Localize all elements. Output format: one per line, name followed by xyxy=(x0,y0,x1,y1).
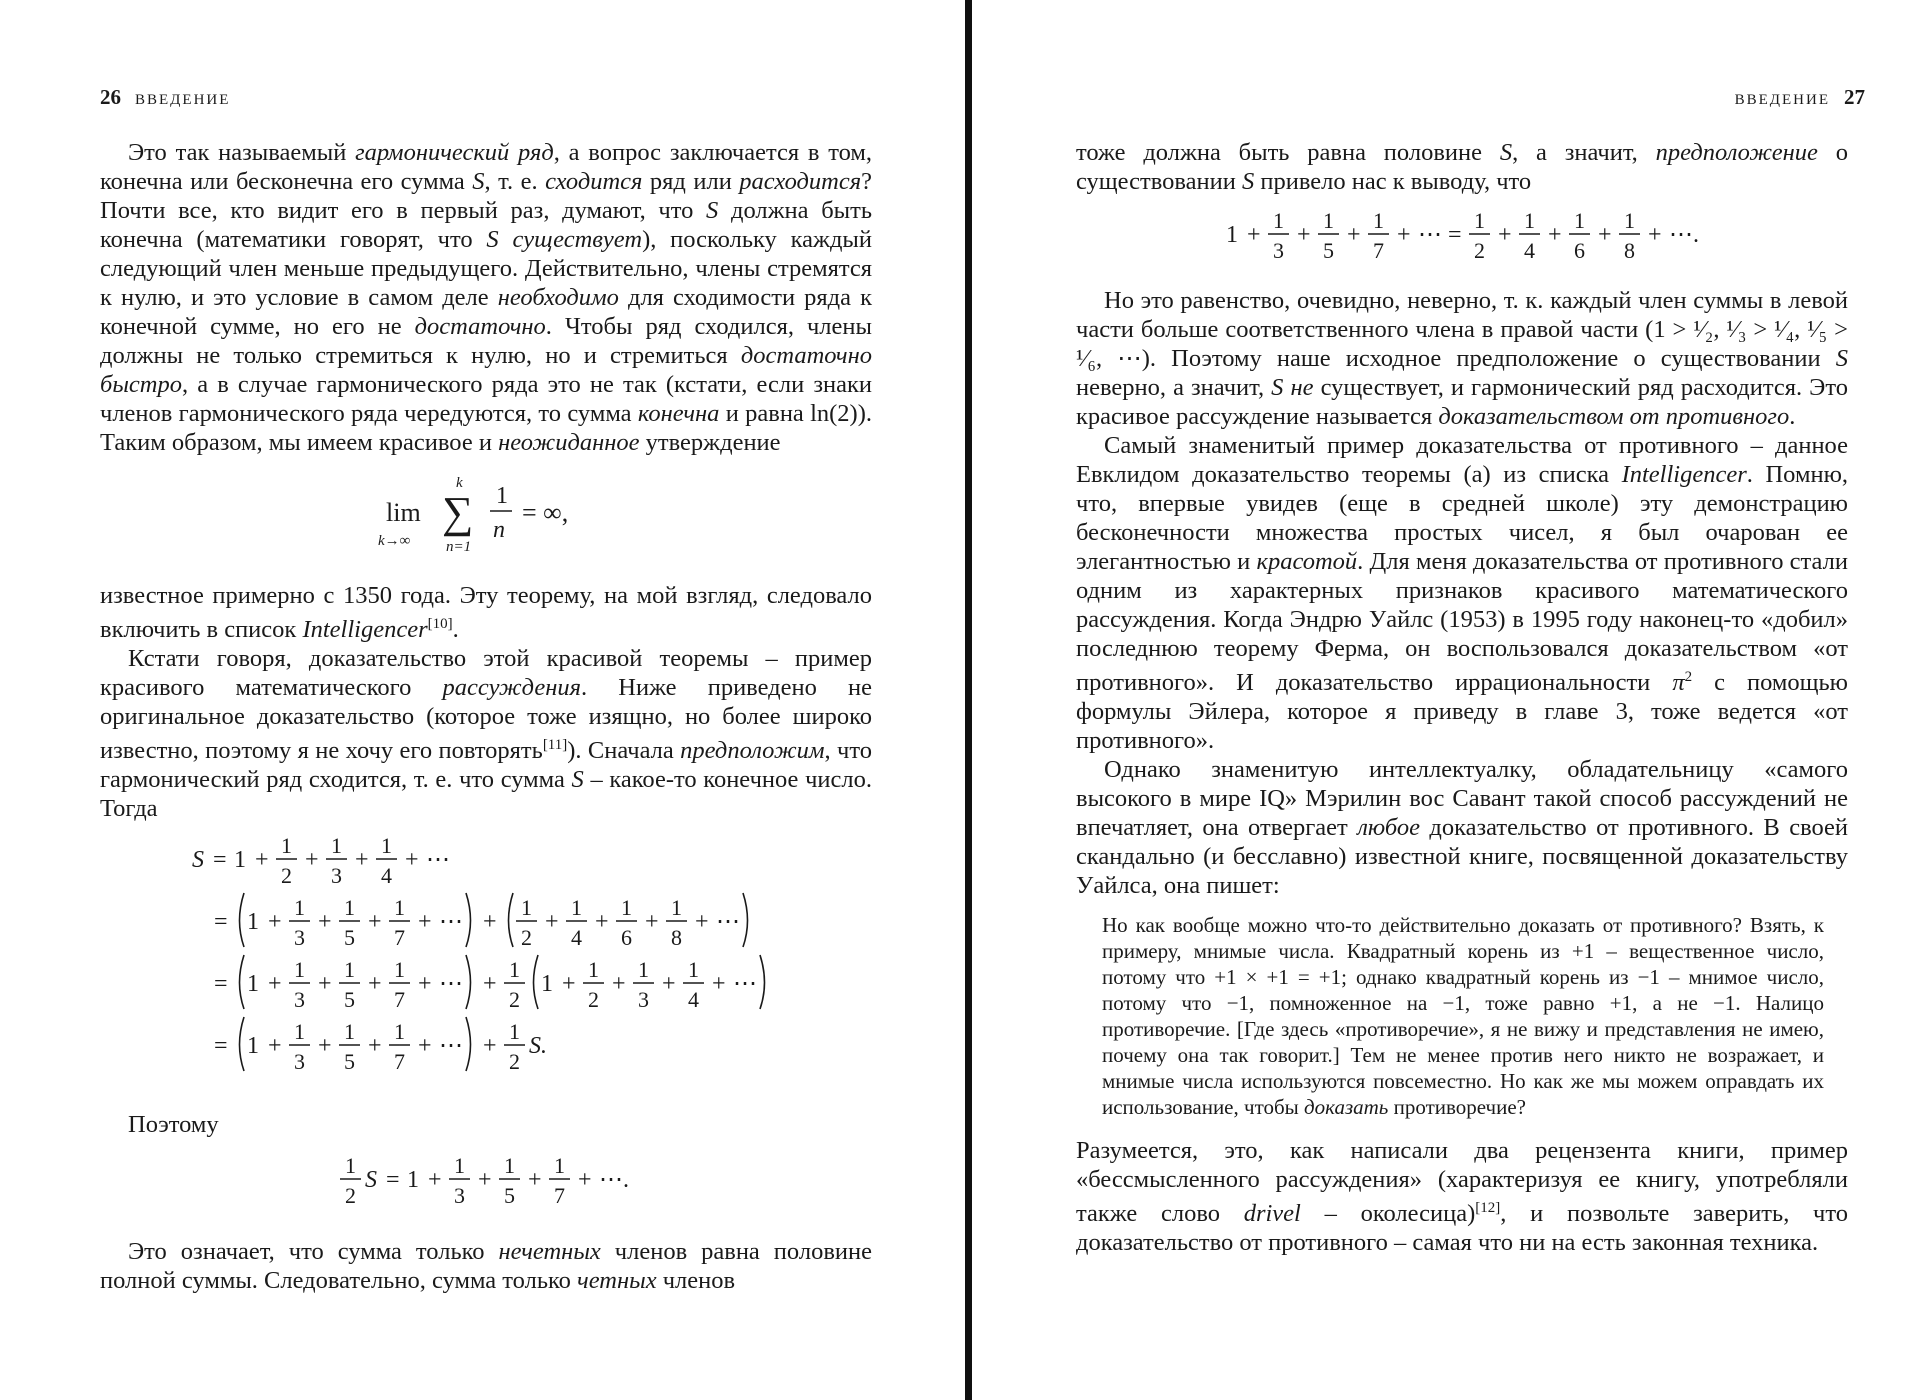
italic-run: любое xyxy=(1357,814,1420,842)
frac-den: 2 xyxy=(509,1049,520,1075)
paragraph: известное примерно с 1350 года. Эту теорему, на мой взгляд, следовало включить в список Intelligencer[10]. xyxy=(100,582,872,644)
frac-num: 1 xyxy=(688,957,699,983)
math-token: + xyxy=(268,971,282,998)
frac-num: 1 xyxy=(454,1153,465,1179)
paren-open xyxy=(534,955,539,1009)
block-quote xyxy=(1102,912,1824,1120)
frac-num: 1 xyxy=(294,957,305,983)
footnote-ref: [12] xyxy=(1475,1200,1501,1217)
page-number: 27 xyxy=(1844,85,1865,109)
math-token: + xyxy=(1247,222,1261,248)
math-token: + xyxy=(528,1167,542,1194)
paren-open xyxy=(240,955,245,1009)
frac-num: 1 xyxy=(331,833,342,859)
frac-den: n xyxy=(493,517,505,543)
italic-run: drivel xyxy=(1243,1200,1301,1228)
math-token: + xyxy=(662,971,676,998)
math-token: + xyxy=(483,971,497,998)
sum-upper: k xyxy=(456,475,463,491)
math-token: ⋯ xyxy=(426,847,450,874)
limit-tail: = ∞, xyxy=(522,498,569,527)
italic-run: расходится xyxy=(739,168,862,195)
math-token: + xyxy=(368,1033,382,1060)
frac-den: 4 xyxy=(381,863,392,889)
math-token: + xyxy=(612,971,626,998)
half-s-line xyxy=(340,1153,629,1208)
paren-close xyxy=(466,1017,471,1071)
math-token: ⋯. xyxy=(599,1167,629,1194)
frac-num: 1 xyxy=(344,1019,355,1045)
frac-den: 3 xyxy=(294,1049,305,1075)
book-spine xyxy=(965,0,972,1400)
frac-den: 4 xyxy=(688,987,699,1013)
math-token: S. xyxy=(529,1033,547,1060)
sigma-symbol: ∑ xyxy=(442,488,474,537)
math-token: + xyxy=(405,847,419,874)
math-token: 1 xyxy=(247,1033,259,1060)
frac-num: 1 xyxy=(509,957,520,983)
math-token: ⋯ xyxy=(733,971,757,998)
footnote-ref: 2 xyxy=(1684,669,1693,685)
italic-run: необходимо xyxy=(497,284,619,311)
italic-run: S xyxy=(706,197,719,224)
frac-den: 8 xyxy=(1624,238,1635,263)
frac-num: 1 xyxy=(394,895,405,921)
paragraph: Кстати говоря, доказательство этой красивой теоремы – пример красивого математического рассуждения. Ниже приведено не оригинальное доказательство (которое тоже изящно, но более широко известно, поэтому я не хочу его повторять[11]). Сначала предположим, что гармонический ряд сходится, т. е. что сумма S – какое-то конечное число. Тогда xyxy=(100,645,873,823)
math-token: + xyxy=(1498,222,1512,248)
paragraph: Это так называемый гармонический ряд, а вопрос заключается в том, конечна или бесконечна его сумма S, т. е. сходится ряд или расходится? Почти все, кто видит его в первый раз, думают, что S должна быть конечна (математики говорят, что S существует), поскольку каждый следующий член меньше предыдущего. Действительно, члены стремятся к нулю, и это условие в самом деле необходимо для сходимости ряда к конечной сумме, но его не достаточно. Чтобы ряд сходился, члены должны не только стремиться к нулю, но и стремиться достаточно быстро, а в случае гармонического ряда это не так (кстати, если знаки членов гармонического ряда чередуются, то сумма конечна и равна ln(2)). Таким образом, мы имеем красивое и неожиданное утверждение xyxy=(100,139,873,456)
quote-text: Но как вообще можно что-то действительно доказать от противного? Взять, к примеру, мнимые числа. Квадратный корень из +1 – вещественное число, потому что +1 × +1 = +1; однако квадратный корень из −1 – мнимое число, потому что −1, помноженное на −1, тоже равно +1, а не −1. Налицо противоречие. [Где здесь «противоречие», я не вижу и представления не имею, почему она так говорит.] Тем не менее против него никто не возражает, и мнимые числа используются повсеместно. Но как же мы можем оправдать их использование, чтобы доказать противоречие? xyxy=(1102,913,1824,1120)
math-token: + xyxy=(418,909,432,936)
math-token: + xyxy=(268,1033,282,1060)
math-token: + xyxy=(483,909,497,936)
frac-den: 5 xyxy=(1323,238,1334,263)
math-token: ⋯ xyxy=(439,1033,463,1060)
italic-run: π xyxy=(1672,669,1685,697)
italic-run: доказать xyxy=(1304,1095,1389,1120)
math-token: = xyxy=(213,847,227,874)
math-token: = xyxy=(1448,222,1462,248)
italic-run: доказательством от противного xyxy=(1438,403,1790,430)
paren-close xyxy=(466,955,471,1009)
frac-den: 2 xyxy=(588,987,599,1013)
paragraph: Однако знаменитую интеллектуалку, обладательницу «самого высокого в мире IQ» Мэрилин вос Савант такой способ рассуждений не впечатляет, она отвергает любое доказательство от противного. В своей скандально (и бесславно) известной книге, посвященной доказательству Уайлса, она пишет: xyxy=(1076,756,1848,900)
math-token: S xyxy=(192,847,204,874)
italic-run: конечна xyxy=(637,400,720,427)
lim-symbol: lim xyxy=(386,498,421,527)
odd-even-formula xyxy=(1076,202,1848,278)
text-column xyxy=(100,138,872,1295)
italic-run: S xyxy=(1241,168,1255,195)
math-token: + xyxy=(1548,222,1562,248)
running-header-left xyxy=(100,85,230,110)
italic-run: сходится xyxy=(545,168,643,195)
paragraph: Это означает, что сумма только нечетных членов равна половине полной суммы. Следовательно, сумма только четных членов xyxy=(100,1238,872,1295)
frac-num: 1 xyxy=(1524,208,1535,233)
footnote-ref: [11] xyxy=(542,737,568,754)
math-token: 1 xyxy=(247,909,259,936)
paragraph: тоже должна быть равна половине S, а значит, предположение о существовании S привело нас к выводу, что xyxy=(1076,139,1849,195)
math-token: + xyxy=(318,971,332,998)
frac-num: 1 xyxy=(671,895,682,921)
page-number: 26 xyxy=(100,85,121,109)
frac-num: 1 xyxy=(294,1019,305,1045)
frac-num: 1 xyxy=(1624,208,1635,233)
math-token: + xyxy=(483,1033,497,1060)
math-token: + xyxy=(368,971,382,998)
frac-num: 1 xyxy=(394,1019,405,1045)
frac-den: 2 xyxy=(1474,238,1485,263)
running-header-right xyxy=(1735,85,1865,110)
math-token: + xyxy=(368,909,382,936)
odd-even-svg xyxy=(1222,202,1702,272)
paren-open xyxy=(240,1017,245,1071)
italic-run: предположим xyxy=(680,737,825,765)
math-token: 1 xyxy=(1226,222,1238,248)
frac-num: 1 xyxy=(394,957,405,983)
paren-close xyxy=(760,955,765,1009)
frac-num: 1 xyxy=(638,957,649,983)
footnote-ref: [10] xyxy=(427,616,453,632)
math-token: + xyxy=(428,1167,442,1194)
frac-den: 5 xyxy=(344,925,355,951)
frac-den: 2 xyxy=(521,925,532,951)
math-token: ⋯ xyxy=(439,909,463,936)
paren-open xyxy=(240,893,245,947)
math-token: = xyxy=(214,971,228,998)
italic-run: неожиданное xyxy=(498,429,640,456)
paren-open xyxy=(509,893,514,947)
frac-den: 2 xyxy=(345,1183,356,1209)
derivation-svg xyxy=(100,833,872,1095)
italic-run: рассуждения xyxy=(442,674,581,702)
frac-den: 4 xyxy=(571,925,582,951)
math-token: + xyxy=(695,909,709,936)
frac-den: 7 xyxy=(394,925,405,951)
limit-formula-svg xyxy=(366,471,606,559)
math-token: 1 xyxy=(541,971,553,998)
frac-den: 3 xyxy=(331,863,342,889)
math-token: + xyxy=(712,971,726,998)
frac-den: 3 xyxy=(1273,238,1284,263)
frac-num: 1 xyxy=(588,957,599,983)
frac-num: 1 xyxy=(621,895,632,921)
right-page xyxy=(972,0,1930,1400)
derivation-line xyxy=(214,955,765,1012)
italic-run: достаточно xyxy=(414,313,546,340)
frac-den: 4 xyxy=(1524,238,1535,263)
frac-num: 1 xyxy=(381,833,392,859)
frac-num: 1 xyxy=(509,1019,520,1045)
frac-den: 5 xyxy=(344,987,355,1013)
italic-run: красотой xyxy=(1256,548,1358,575)
frac-den: 5 xyxy=(504,1183,515,1209)
italic-run: нечетных xyxy=(498,1238,601,1266)
math-token: + xyxy=(418,971,432,998)
math-token: + xyxy=(1598,222,1612,248)
frac-den: 3 xyxy=(454,1183,465,1209)
math-token: + xyxy=(478,1167,492,1194)
frac-den: 7 xyxy=(554,1183,565,1209)
italic-run: Intelligencer xyxy=(1621,461,1747,488)
math-token: + xyxy=(355,847,369,874)
frac-num: 1 xyxy=(344,957,355,983)
math-token: = xyxy=(386,1167,400,1194)
math-token: + xyxy=(268,909,282,936)
frac-den: 3 xyxy=(638,987,649,1013)
italic-run: достаточно быстро xyxy=(100,342,872,398)
half-s-formula xyxy=(100,1147,872,1223)
math-token: + xyxy=(595,909,609,936)
italic-run: предположение xyxy=(1655,139,1818,166)
math-token: + xyxy=(1397,222,1411,248)
chapter-header: ВВЕДЕНИЕ xyxy=(135,92,231,108)
math-token: + xyxy=(645,909,659,936)
math-token: ⋯ xyxy=(716,909,740,936)
italic-run: S xyxy=(1499,139,1513,166)
math-token: + xyxy=(578,1167,592,1194)
odd-even-line xyxy=(1226,208,1699,263)
italic-run: S не xyxy=(1271,374,1314,401)
math-token: + xyxy=(1648,222,1662,248)
frac-den: 8 xyxy=(671,925,682,951)
frac-den: 6 xyxy=(621,925,632,951)
derivation-line xyxy=(214,1017,547,1074)
frac-num: 1 xyxy=(521,895,532,921)
frac-den: 2 xyxy=(509,987,520,1013)
paragraph: Поэтому xyxy=(128,1111,219,1139)
math-token: 1 xyxy=(234,847,246,874)
frac-num: 1 xyxy=(571,895,582,921)
math-token: = xyxy=(214,1033,228,1060)
frac-den: 7 xyxy=(1373,238,1384,263)
frac-den: 6 xyxy=(1574,238,1585,263)
lim-subscript: k→∞ xyxy=(378,533,411,549)
text-column xyxy=(1076,138,1848,1257)
frac-num: 1 xyxy=(345,1153,356,1179)
math-token: = xyxy=(214,909,228,936)
frac-num: 1 xyxy=(1373,208,1384,233)
frac-den: 3 xyxy=(294,925,305,951)
derivation-line xyxy=(192,833,450,888)
italic-run: четных xyxy=(577,1267,657,1295)
math-token: + xyxy=(255,847,269,874)
math-token: ⋯. xyxy=(1669,222,1699,248)
paren-close xyxy=(466,893,471,947)
chapter-header: ВВЕДЕНИЕ xyxy=(1734,92,1830,108)
italic-run: S существует xyxy=(486,226,643,253)
math-token: + xyxy=(562,971,576,998)
math-token: + xyxy=(1347,222,1361,248)
frac-den: 3 xyxy=(294,987,305,1013)
frac-num: 1 xyxy=(294,895,305,921)
half-s-svg xyxy=(336,1147,636,1217)
sum-lower: n=1 xyxy=(446,539,472,555)
frac-num: 1 xyxy=(344,895,355,921)
frac-den: 7 xyxy=(394,987,405,1013)
italic-run: Intelligencer xyxy=(302,616,428,644)
italic-run: S xyxy=(1835,345,1848,372)
math-token: ⋯ xyxy=(439,971,463,998)
math-token: ⋯ xyxy=(1418,222,1442,248)
paragraph: Разумеется, это, как написали два рецензента книги, пример «бессмысленного рассуждения» (характеризуя ее книгу, употребляли также слово drivel – околесица)[12], и позвольте заверить, что доказательство от противного – самая что ни на есть законная техника. xyxy=(1076,1137,1848,1257)
frac-den: 2 xyxy=(281,863,292,889)
frac-num: 1 xyxy=(281,833,292,859)
frac-num: 1 xyxy=(1574,208,1585,233)
paren-close xyxy=(743,893,748,947)
math-token: 1 xyxy=(407,1167,419,1194)
math-token: 1 xyxy=(247,971,259,998)
limit-formula xyxy=(100,471,872,565)
frac-num: 1 xyxy=(1273,208,1284,233)
frac-num: 1 xyxy=(1323,208,1334,233)
frac-num: 1 xyxy=(554,1153,565,1179)
math-token: + xyxy=(318,909,332,936)
italic-run: гармонический ряд xyxy=(355,139,554,166)
italic-run: S xyxy=(472,168,485,195)
math-token: + xyxy=(418,1033,432,1060)
math-token: + xyxy=(545,909,559,936)
frac-num: 1 xyxy=(496,483,508,509)
paragraph: Но это равенство, очевидно, неверно, т. к. каждый член суммы в левой части больше соответственного члена в правой части (1 > ¹⁄₂, ¹⁄₃ > ¹⁄₄, ¹⁄₅ > ¹⁄₆, ⋯). Поэтому наше исходное предположение о существовании S неверно, а значит, S не существует, и гармонический ряд расходится. Это красивое рассуждение называется доказательством от противного. xyxy=(1076,287,1848,430)
math-token: + xyxy=(305,847,319,874)
frac-den: 5 xyxy=(344,1049,355,1075)
italic-run: S xyxy=(571,766,584,794)
frac-num: 1 xyxy=(1474,208,1485,233)
math-token: + xyxy=(318,1033,332,1060)
paragraph: Самый знаменитый пример доказательства от противного – данное Евклидом доказательство теоремы (а) из списка Intelligencer. Помню, что, впервые увидев (еще в средней школе) эту демонстрацию бесконечности множества простых чисел, я был очарован ее элегантностью и красотой. Для меня доказательства от противного стали одним из характерных признаков красивого математического рассуждения. Когда Эндрю Уайлс (1953) в 1995 году наконец-то «добил» последнюю теорему Ферма, он воспользовался доказательством «от противного». И доказательство иррациональности $\pi^2$ с помощью формулы Эйлера, которое я приведу в главе 3, тоже ведется «от противного». xyxy=(1076,432,1848,755)
math-token: S xyxy=(365,1167,377,1194)
harmonic-derivation xyxy=(100,833,872,1102)
math-token: + xyxy=(1297,222,1311,248)
derivation-line xyxy=(214,893,748,950)
frac-den: 7 xyxy=(394,1049,405,1075)
frac-num: 1 xyxy=(504,1153,515,1179)
